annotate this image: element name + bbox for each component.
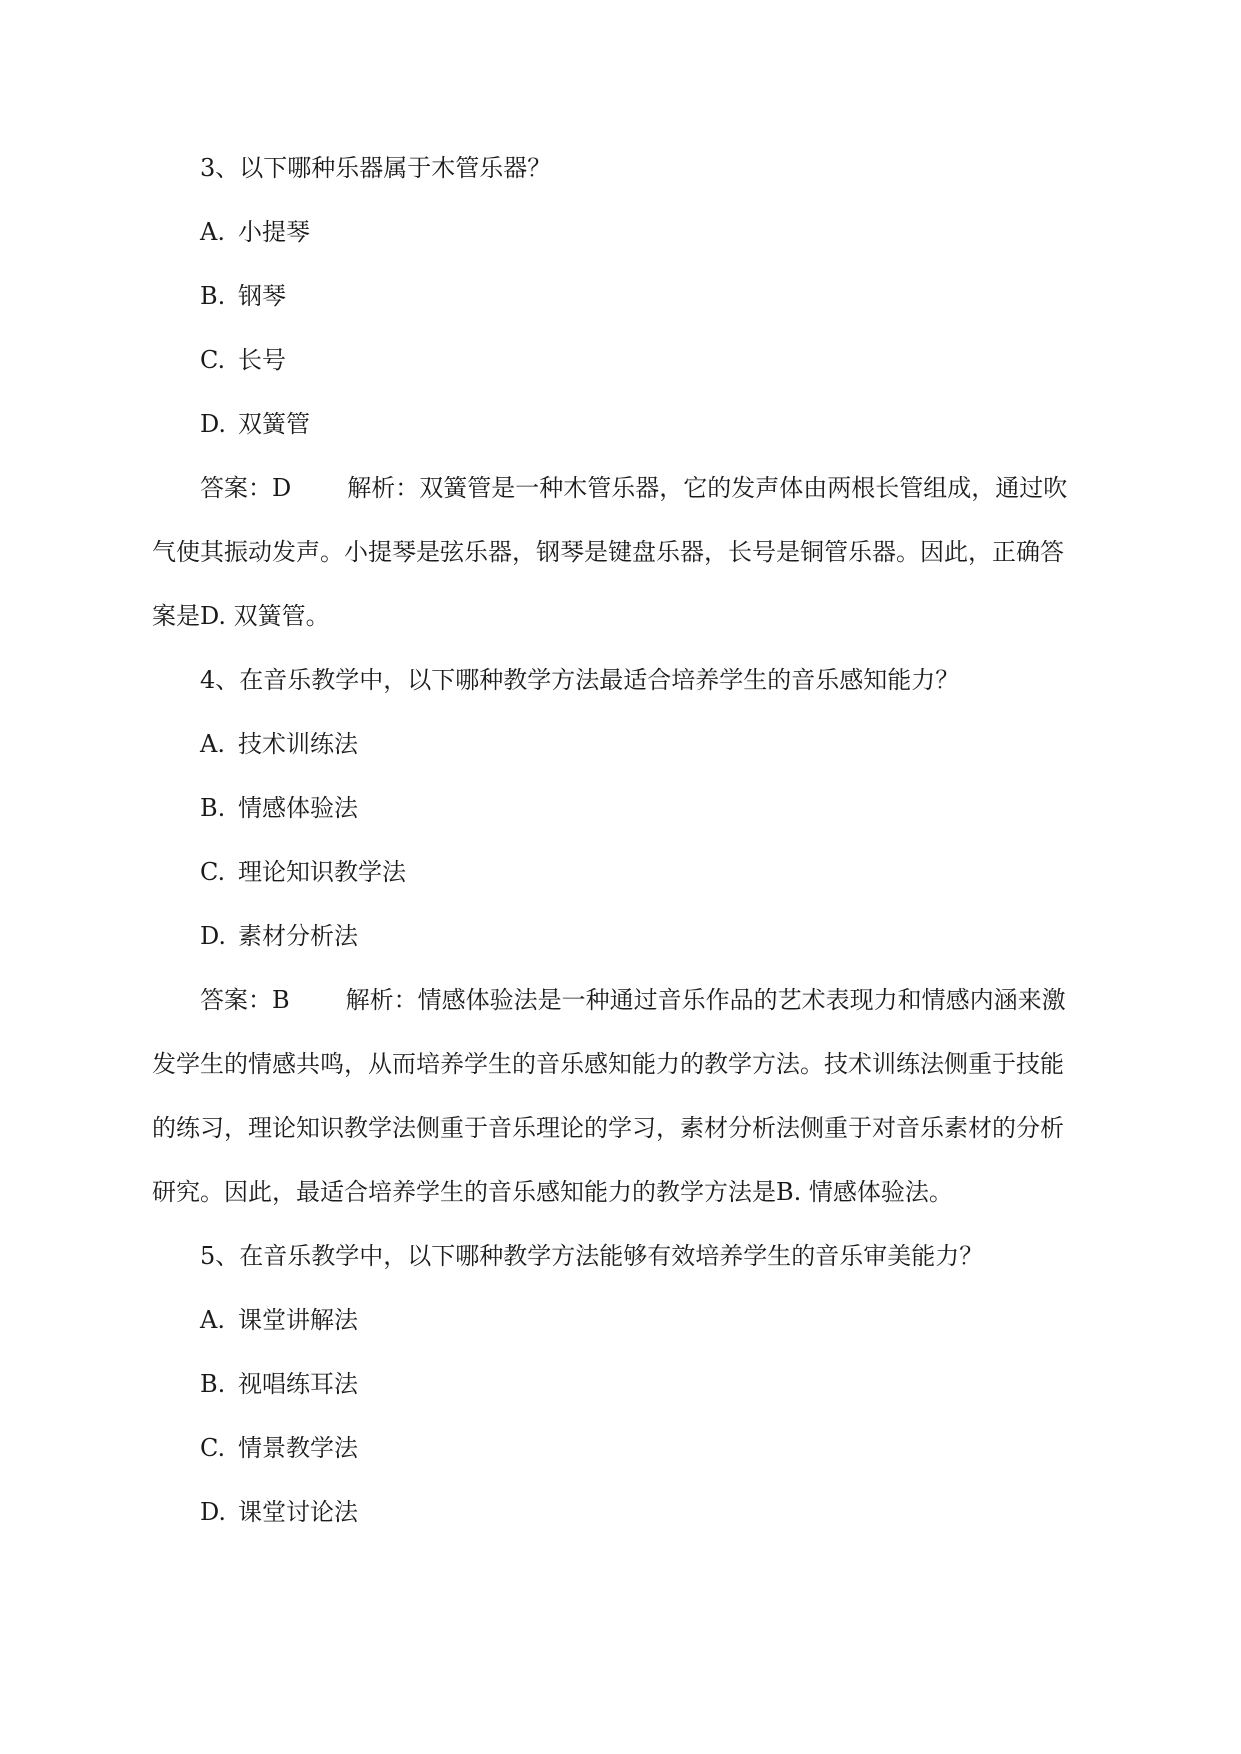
option-letter: B. <box>200 1370 226 1398</box>
question-4-option-a <box>200 728 358 760</box>
analysis-text: 解析：双簧管是一种木管乐器，它的发声体由两根长管组成，通过吹 <box>347 474 1068 502</box>
option-text: 理论知识教学法 <box>238 858 406 886</box>
option-letter: D. <box>200 410 227 438</box>
option-text: 素材分析法 <box>238 922 358 950</box>
question-4-option-c <box>200 856 406 888</box>
option-text: 钢琴 <box>238 282 286 310</box>
option-text: 视唱练耳法 <box>238 1370 358 1398</box>
question-5-option-a <box>200 1304 358 1336</box>
option-letter: A. <box>200 218 225 246</box>
question-3-stem: 3、以下哪种乐器属于木管乐器？ <box>200 154 552 182</box>
question-4-option-b <box>200 792 358 824</box>
question-3-option-d <box>200 408 310 440</box>
question-3-option-b <box>200 280 286 312</box>
question-5-option-b <box>200 1368 358 1400</box>
option-letter: D. <box>200 922 227 950</box>
analysis-text: 研究。因此，最适合培养学生的音乐感知能力的教学方法是B. 情感体验法。 <box>152 1178 953 1206</box>
option-text: 双簧管 <box>238 410 310 438</box>
question-4-stem: 4、在音乐教学中，以下哪种教学方法最适合培养学生的音乐感知能力？ <box>200 666 960 694</box>
answer-label: 答案：D <box>200 474 292 502</box>
option-text: 技术训练法 <box>238 730 358 758</box>
analysis-text: 发学生的情感共鸣，从而培养学生的音乐感知能力的教学方法。技术训练法侧重于技能 <box>152 1050 1064 1078</box>
option-text: 情感体验法 <box>238 794 358 822</box>
option-text: 长号 <box>238 346 286 374</box>
option-letter: C. <box>200 1434 226 1462</box>
question-5-option-d <box>200 1496 358 1528</box>
question-3-option-a <box>200 216 310 248</box>
question-5-stem: 5、在音乐教学中，以下哪种教学方法能够有效培养学生的音乐审美能力？ <box>200 1242 984 1270</box>
option-text: 课堂讨论法 <box>238 1498 358 1526</box>
question-3-option-c <box>200 344 286 376</box>
option-text: 情景教学法 <box>238 1434 358 1462</box>
question-5-option-c <box>200 1432 358 1464</box>
option-text: 课堂讲解法 <box>238 1306 358 1334</box>
option-text: 小提琴 <box>238 218 310 246</box>
option-letter: B. <box>200 794 226 822</box>
question-4-option-d <box>200 920 358 952</box>
analysis-text: 气使其振动发声。小提琴是弦乐器，钢琴是键盘乐器，长号是铜管乐器。因此，正确答 <box>152 538 1064 566</box>
analysis-text: 的练习，理论知识教学法侧重于音乐理论的学习，素材分析法侧重于对音乐素材的分析 <box>152 1114 1064 1142</box>
question-4-answer-line <box>200 984 1066 1016</box>
option-letter: B. <box>200 282 226 310</box>
option-letter: C. <box>200 346 226 374</box>
analysis-text: 案是D. 双簧管。 <box>152 602 330 630</box>
option-letter: A. <box>200 1306 225 1334</box>
answer-label: 答案：B <box>200 986 290 1014</box>
question-3-answer-line <box>200 472 1067 504</box>
analysis-text: 解析：情感体验法是一种通过音乐作品的艺术表现力和情感内涵来激 <box>345 986 1066 1014</box>
option-letter: C. <box>200 858 226 886</box>
option-letter: A. <box>200 730 225 758</box>
option-letter: D. <box>200 1498 227 1526</box>
